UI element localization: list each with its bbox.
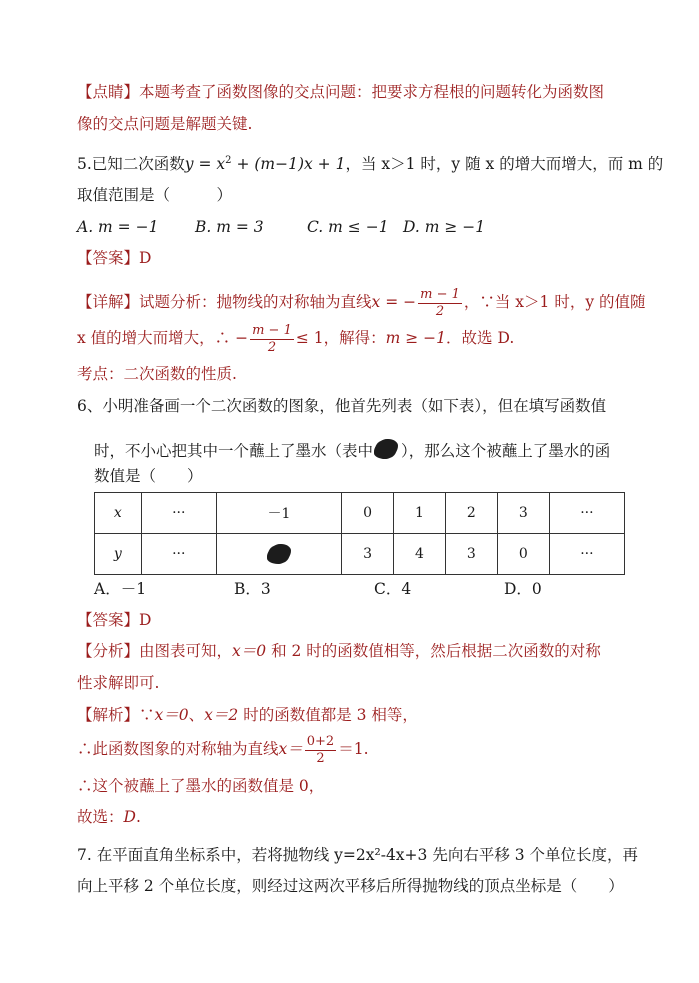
q6-jiexi-b: x＝0 xyxy=(154,706,189,724)
table-cell: 0 xyxy=(342,493,394,534)
q6-stem-2a: 时，不小心把其中一个蘸上了墨水（表中 xyxy=(94,442,374,460)
q5-detail-a: 试题分析：抛物线的对称轴为直线 xyxy=(139,293,372,311)
dianjing-line-1 xyxy=(77,82,604,102)
q5-formula-sq: 2 xyxy=(225,155,232,166)
q6-stem-line-2 xyxy=(94,436,610,466)
q7-stem-line-2: 向上平移 2 个单位长度，则经过这两次平移后所得抛物线的顶点坐标是（ ） xyxy=(77,877,624,895)
q6-option-a: A．－1 xyxy=(94,580,147,598)
q6-option-c: C．4 xyxy=(374,580,412,598)
q6-step2-a: ∴此函数图象的对称轴为直线 xyxy=(77,740,279,758)
q6-final-b: D xyxy=(123,808,136,826)
q6-jiexi-a: ∵ xyxy=(139,706,155,724)
q6-final xyxy=(77,807,141,827)
table-cell-ink xyxy=(216,534,341,575)
q5-detail-x: x = − xyxy=(371,293,417,311)
q6-final-c: . xyxy=(135,808,141,826)
q6-jiexi-e: 时的函数值都是 3 相等， xyxy=(238,706,418,724)
q5-option-d: D. m ≥ −1 xyxy=(403,218,486,236)
q6-analysis-c: 和 2 时的函数值相等，然后根据二次函数的对称 xyxy=(266,642,601,660)
ink-blot-icon xyxy=(268,545,290,563)
table-cell: ··· xyxy=(549,534,624,575)
q5-answer xyxy=(77,248,151,268)
dianjing-text-1: 本题考查了函数图像的交点问题：把要求方程根的问题转化为函数图 xyxy=(139,83,605,101)
q6-option-d: D．0 xyxy=(504,580,542,598)
table-cell: 0 xyxy=(497,534,549,575)
q5-kaodian: 考点：二次函数的性质. xyxy=(77,365,237,383)
table-row-x xyxy=(95,493,625,534)
q5-detail-f: ．故选 D. xyxy=(446,329,515,347)
table-cell: 4 xyxy=(393,534,445,575)
q5-detail-den-2: 2 xyxy=(267,339,277,355)
table-cell: ··· xyxy=(141,534,216,575)
q5-option-c: C. m ≤ −1 xyxy=(307,218,389,236)
q6-answer-value: D xyxy=(139,611,152,629)
q6-answer xyxy=(77,610,151,630)
q5-detail-d: ≤ 1，解得： xyxy=(295,329,386,347)
q6-analysis-line-1 xyxy=(77,641,601,661)
q5-detail-fraction xyxy=(418,287,462,320)
q6-jiexi-line xyxy=(77,705,418,725)
dianjing-line-2: 像的交点问题是解题关键. xyxy=(77,115,253,133)
q5-detail-fraction-2 xyxy=(250,323,294,356)
q5-option-b: B. m = 3 xyxy=(195,218,264,236)
q6-analysis-b: x＝0 xyxy=(232,642,267,660)
q5-stem-line-2: 取值范围是（ ） xyxy=(77,186,233,204)
q5-detail-b: ，∵当 x＞1 时，y 的值随 xyxy=(463,293,646,311)
table-cell: ··· xyxy=(549,493,624,534)
q6-step-2 xyxy=(77,731,369,767)
table-row-y xyxy=(95,534,625,575)
q6-option-b: B．3 xyxy=(234,580,271,598)
table-cell: ··· xyxy=(141,493,216,534)
table-cell: 2 xyxy=(445,493,497,534)
q6-jiexi-d: x＝2 xyxy=(204,706,239,724)
q5-detail-line-2 xyxy=(77,320,514,356)
q5-detail-num: m − 1 xyxy=(420,286,460,302)
q5-detail-e: m ≥ −1 xyxy=(385,329,447,347)
q6-stem-line-1: 6、小明准备画一个二次函数的图象，他首先列表（如下表），但在填写函数值 xyxy=(77,397,607,415)
q5-detail-tag: 【详解】 xyxy=(77,293,140,311)
q6-stem-2b: ），那么这个被蘸上了墨水的函 xyxy=(401,442,611,460)
dianjing-tag: 【点睛】 xyxy=(77,83,140,101)
table-cell: 3 xyxy=(445,534,497,575)
q6-answer-tag: 【答案】 xyxy=(77,611,140,629)
q5-detail-den: 2 xyxy=(435,303,445,319)
q5-detail-c: x 值的增大而增大，∴ − xyxy=(77,329,249,347)
q6-analysis-tag: 【分析】 xyxy=(77,642,140,660)
q6-step2-b: x＝ xyxy=(278,740,303,758)
q6-step-3: ∴这个被蘸上了墨水的函数值是 0， xyxy=(77,777,325,795)
q6-stem-line-3: 数值是（ ） xyxy=(94,467,203,485)
q5-detail-num-2: m − 1 xyxy=(252,322,292,338)
q5-formula-eq: = x xyxy=(193,155,226,173)
q6-jiexi-c: 、 xyxy=(188,706,205,724)
q5-stem-line-1 xyxy=(77,151,663,174)
table-cell: x xyxy=(95,493,142,534)
q5-formula-y: y xyxy=(184,155,194,173)
q5-detail-line-1 xyxy=(77,284,646,320)
q7-stem-line-1: 7. 在平面直角坐标系中，若将抛物线 y=2x²-4x+3 先向右平移 3 个单位长度，再 xyxy=(77,846,639,864)
q6-analysis-line-2: 性求解即可. xyxy=(77,674,160,692)
ink-blot-icon xyxy=(375,440,397,458)
q5-options xyxy=(77,217,485,237)
table-cell: y xyxy=(95,534,142,575)
q6-value-table xyxy=(94,492,625,575)
q5-prefix: 5.已知二次函数 xyxy=(77,155,185,173)
q5-suffix: ，当 x＞1 时，y 随 x 的增大而增大，而 m 的 xyxy=(345,155,664,173)
q6-step2-den: 2 xyxy=(316,750,325,766)
q6-step2-fraction xyxy=(305,734,336,767)
q5-answer-value: D xyxy=(139,249,152,267)
q6-step2-c: ＝1. xyxy=(338,740,369,758)
q5-option-a: A. m = −1 xyxy=(77,218,159,236)
q5-formula xyxy=(185,155,346,173)
q6-options xyxy=(94,579,542,599)
q6-final-a: 故选： xyxy=(77,808,124,826)
q6-jiexi-tag: 【解析】 xyxy=(77,706,140,724)
q6-step2-num: 0+2 xyxy=(306,733,335,749)
table-cell: 3 xyxy=(497,493,549,534)
table-cell: －1 xyxy=(216,493,341,534)
table-cell: 3 xyxy=(342,534,394,575)
q6-analysis-a: 由图表可知， xyxy=(139,642,233,660)
q5-formula-rest: + (m−1)x + 1 xyxy=(231,155,346,173)
table-cell: 1 xyxy=(393,493,445,534)
q5-answer-tag: 【答案】 xyxy=(77,249,140,267)
